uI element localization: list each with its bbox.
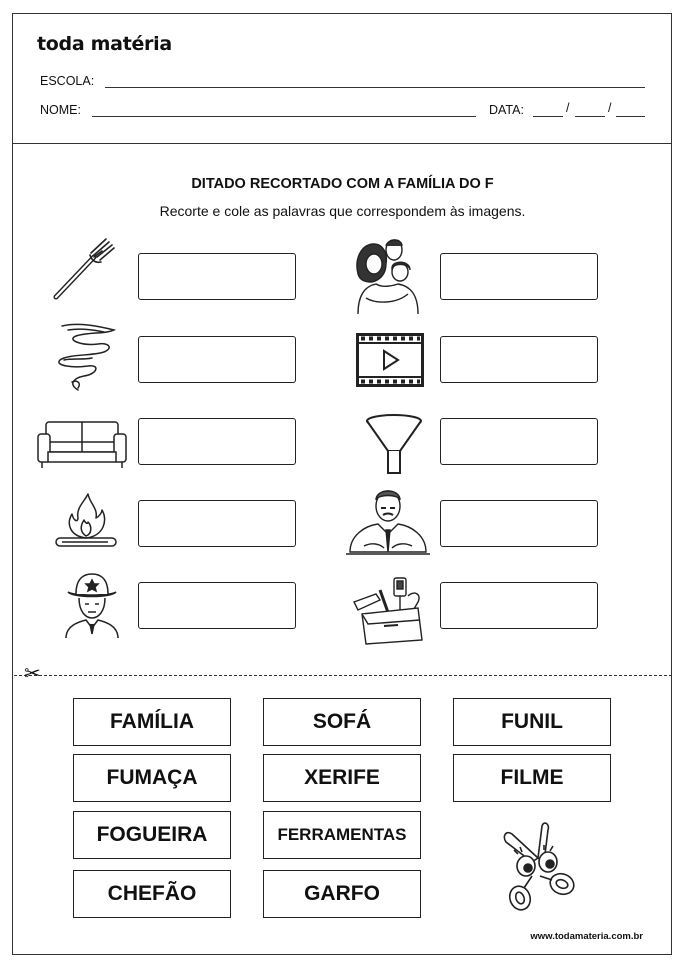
worksheet-instruction: Recorte e cole as palavras que correspondem às imagens. — [159, 203, 526, 219]
data-label: DATA: — [489, 103, 524, 117]
answer-box-family[interactable] — [440, 253, 598, 300]
header-divider — [12, 143, 672, 144]
escola-label: ESCOLA: — [40, 74, 95, 88]
sofa-icon — [36, 418, 128, 470]
date-separator: / — [566, 101, 570, 115]
footer-url: www.todamateria.com.br — [530, 931, 643, 942]
answer-box-fork[interactable] — [138, 253, 296, 300]
answer-box-smoke[interactable] — [138, 336, 296, 383]
brand-logo: toda matéria — [37, 33, 172, 55]
date-day-line[interactable] — [533, 116, 563, 117]
date-year-line[interactable] — [616, 116, 645, 117]
smoke-icon — [48, 320, 120, 395]
word-card[interactable]: FOGUEIRA — [73, 811, 231, 859]
boss-icon — [344, 486, 432, 558]
answer-box-campfire[interactable] — [138, 500, 296, 547]
word-card[interactable]: XERIFE — [263, 754, 421, 802]
answer-box-sheriff[interactable] — [138, 582, 296, 629]
word-card[interactable]: SOFÁ — [263, 698, 421, 746]
funnel-icon — [364, 413, 424, 477]
word-card[interactable]: CHEFÃO — [73, 870, 231, 918]
answer-box-boss[interactable] — [440, 500, 598, 547]
answer-box-sofa[interactable] — [138, 418, 296, 465]
date-month-line[interactable] — [575, 116, 605, 117]
date-separator: / — [608, 101, 612, 115]
word-card[interactable]: GARFO — [263, 870, 421, 918]
word-card[interactable]: FUNIL — [453, 698, 611, 746]
word-card[interactable]: FUMAÇA — [73, 754, 231, 802]
cut-line — [14, 675, 672, 676]
answer-box-film[interactable] — [440, 336, 598, 383]
family-icon — [352, 234, 424, 316]
toolbox-icon — [350, 574, 430, 646]
escola-line[interactable] — [105, 87, 645, 88]
fork-icon — [50, 235, 120, 303]
nome-line[interactable] — [92, 116, 476, 117]
scissors-icon: ✂ — [24, 663, 41, 685]
sheriff-icon — [64, 572, 120, 638]
film-icon — [356, 333, 424, 387]
worksheet-title: DITADO RECORTADO COM A FAMÍLIA DO F — [191, 176, 494, 192]
answer-box-toolbox[interactable] — [440, 582, 598, 629]
word-card[interactable]: FAMÍLIA — [73, 698, 231, 746]
campfire-icon — [52, 492, 120, 554]
scissors-character-icon — [492, 822, 582, 914]
nome-label: NOME: — [40, 103, 81, 117]
answer-box-funnel[interactable] — [440, 418, 598, 465]
word-card[interactable]: FILME — [453, 754, 611, 802]
word-card[interactable]: FERRAMENTAS — [263, 811, 421, 859]
